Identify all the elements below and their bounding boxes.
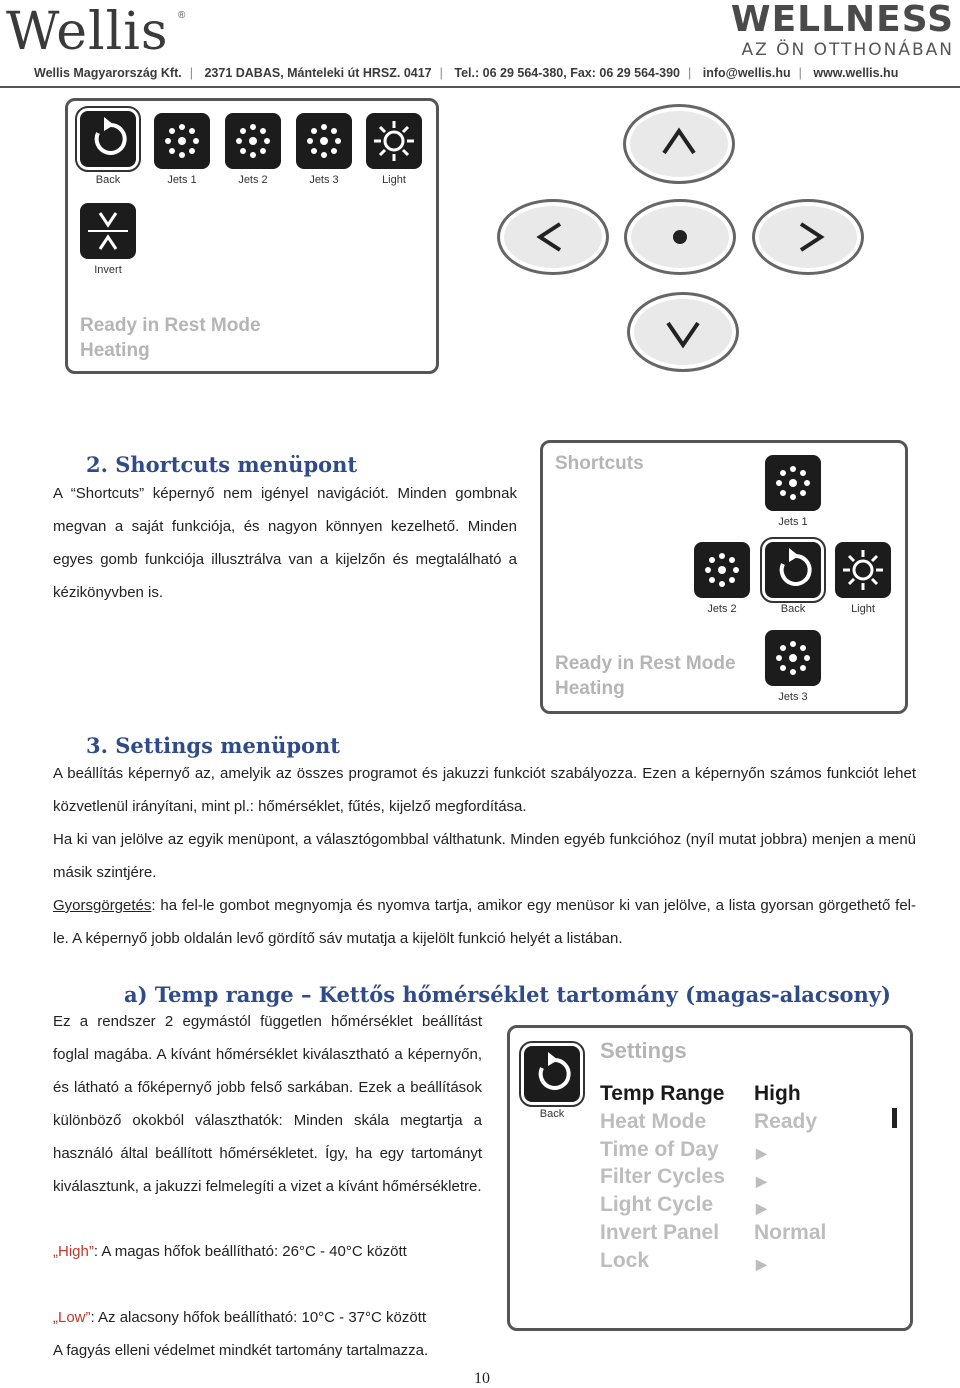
- jets-1-icon[interactable]: [154, 113, 210, 169]
- heat-mode-row[interactable]: Heat Mode: [600, 1110, 707, 1133]
- jets-3-icon[interactable]: [296, 113, 352, 169]
- jets-1-label: Jets 1: [167, 174, 197, 186]
- fast-scroll-label: Gyorsgörgetés: [53, 897, 152, 914]
- high-range-line: [53, 1235, 407, 1268]
- settings-screen: [507, 1025, 913, 1331]
- jets-1-label: Jets 1: [778, 516, 808, 528]
- light-icon[interactable]: [366, 113, 422, 169]
- section-3-paragraph-2: Ha ki van jelölve az egyik menüpont, a választógombbal válthatunk. Minden egyéb funkcióhoz (nyíl mutat jobbra) menjen a menü másik szintjére.: [53, 831, 916, 881]
- back-label: Back: [539, 1108, 565, 1120]
- scrollbar-thumb[interactable]: [892, 1108, 897, 1128]
- low-range-line: [53, 1301, 426, 1334]
- temp-range-row[interactable]: [600, 1082, 724, 1106]
- invert-panel-value: Normal: [754, 1221, 827, 1244]
- jets-3-label: Jets 3: [309, 174, 339, 186]
- fast-scroll-text: : ha fel-le gombot megnyomja és nyomva tartja, amikor egy menüsor ki van jelölve, a lista gyorsan görgethető fel-le. A képernyő jobb oldalán levő gördítő sáv mutatja a kijelölt funkció helyét a listában.: [53, 897, 916, 947]
- company-website[interactable]: www.wellis.hu: [813, 66, 899, 80]
- high-label: „High”: [53, 1243, 94, 1260]
- left-arrow-button[interactable]: [497, 199, 609, 275]
- header-divider: [0, 86, 960, 88]
- temp-range-value[interactable]: High: [754, 1082, 801, 1105]
- settings-title: Settings: [600, 1038, 687, 1063]
- company-address: 2371 DABAS, Mánteleki út HRSZ. 0417: [204, 66, 432, 80]
- section-3-title: 3. Settings menüpont: [86, 733, 340, 758]
- time-of-day-arrow-icon: ▶: [756, 1145, 767, 1161]
- registered-mark: ®: [178, 10, 186, 21]
- shortcuts-title: Shortcuts: [555, 453, 644, 474]
- jets-3-label: Jets 3: [778, 691, 808, 703]
- temp-range-label: Temp Range: [600, 1082, 725, 1105]
- jets-2-label: Jets 2: [707, 603, 737, 615]
- low-text: : Az alacsony hőfok beállítható: 10°C - 37°C között: [90, 1309, 427, 1326]
- back-label: Back: [95, 174, 121, 186]
- light-cycle-arrow-icon: ▶: [756, 1200, 767, 1216]
- jets-2-icon[interactable]: [694, 542, 750, 598]
- jets-1-icon[interactable]: [765, 455, 821, 511]
- light-cycle-row[interactable]: Light Cycle: [600, 1193, 714, 1216]
- light-label: Light: [851, 603, 875, 615]
- lock-arrow-icon: ▶: [756, 1256, 767, 1272]
- filter-cycles-row[interactable]: Filter Cycles: [600, 1165, 725, 1188]
- frost-protection-text: A fagyás elleni védelmet mindkét tartomány tartalmazza.: [53, 1342, 429, 1359]
- back-icon[interactable]: [524, 1046, 580, 1102]
- section-2-text: A “Shortcuts” képernyő nem igényel navigációt. Minden gombnak megvan a saját funkciója, és nagyon könnyen kezelhető. Minden egyes gomb funkciója illusztrálva van a kijelzőn és megtalálható a kézikönyvben is.: [53, 485, 517, 601]
- select-button[interactable]: [624, 199, 736, 275]
- company-info-bar: Wellis Magyarország Kft. | 2371 DABAS, Mánteleki út HRSZ. 0417 | Tel.: 06 29 564-380, Fax: 06 29 564-390 | info@wellis.hu | www.wellis.hu: [34, 66, 899, 80]
- company-email[interactable]: info@wellis.hu: [702, 66, 791, 80]
- light-label: Light: [382, 174, 406, 186]
- jets-2-icon[interactable]: [225, 113, 281, 169]
- back-label: Back: [780, 603, 806, 615]
- jets-2-label: Jets 2: [238, 174, 268, 186]
- brand-tagline: AZ ÖN OTTHONÁBAN: [741, 40, 954, 60]
- lock-row[interactable]: Lock: [600, 1249, 650, 1272]
- invert-icon[interactable]: [80, 203, 136, 259]
- filter-cycles-arrow-icon: ▶: [756, 1173, 767, 1189]
- right-arrow-button[interactable]: [752, 199, 864, 275]
- light-icon[interactable]: [835, 542, 891, 598]
- heat-mode-value: Ready: [754, 1110, 818, 1133]
- wellis-logo: Wellis: [6, 2, 169, 62]
- company-name: Wellis Magyarország Kft.: [34, 66, 182, 80]
- status-heating: Heating: [80, 340, 150, 361]
- section-a-paragraph: Ez a rendszer 2 egymástól független hőmérséklet beállítást foglal magába. A kívánt hőmérséklet kiválasztható a képernyőn, és látható a főképernyő jobb felső sarkában. Ezek a beállítások különböző okokból választhatók: Minden skála megtartja a használó által beállított hőmérsékletet. Így, ha egy tartományt kiválasztunk, a jakuzzi felmelegíti a vizet a kívánt hőmérsékletre.: [53, 1013, 482, 1195]
- brand-title: WELLNESS: [730, 0, 954, 40]
- up-arrow-button[interactable]: [623, 104, 735, 184]
- time-of-day-row[interactable]: Time of Day: [600, 1138, 719, 1161]
- shortcuts-screen: [540, 440, 908, 714]
- section-a-title: a) Temp range – Kettős hőmérséklet tartomány (magas-alacsony): [124, 982, 891, 1007]
- back-icon[interactable]: [765, 542, 821, 598]
- jets-3-icon[interactable]: [765, 630, 821, 686]
- section-3-paragraph-1: A beállítás képernyő az, amelyik az összes programot és jakuzzi funkciót szabályozza. Ezen a képernyőn számos funkciót lehet közvetlenül irányítani, mint pl.: hőmérséklet, fűtés, kijelző megfordítása.: [53, 765, 916, 815]
- section-3-paragraph-3: [53, 889, 916, 955]
- back-icon[interactable]: [80, 111, 136, 167]
- high-text: : A magas hőfok beállítható: 26°C - 40°C között: [93, 1243, 407, 1260]
- low-label: „Low”: [53, 1309, 91, 1326]
- invert-label: Invert: [94, 264, 122, 276]
- status-rest-mode: Ready in Rest Mode: [80, 315, 261, 336]
- status-rest-mode: Ready in Rest Mode: [555, 653, 736, 674]
- main-screen: [65, 98, 439, 374]
- page-number: 10: [474, 1370, 490, 1387]
- status-heating: Heating: [555, 678, 625, 699]
- company-phone: Tel.: 06 29 564-380, Fax: 06 29 564-390: [454, 66, 680, 80]
- section-2-title: 2. Shortcuts menüpont: [86, 452, 358, 477]
- brand-block: [731, 0, 954, 60]
- invert-panel-row[interactable]: Invert Panel: [600, 1221, 720, 1244]
- down-arrow-button[interactable]: [627, 292, 739, 372]
